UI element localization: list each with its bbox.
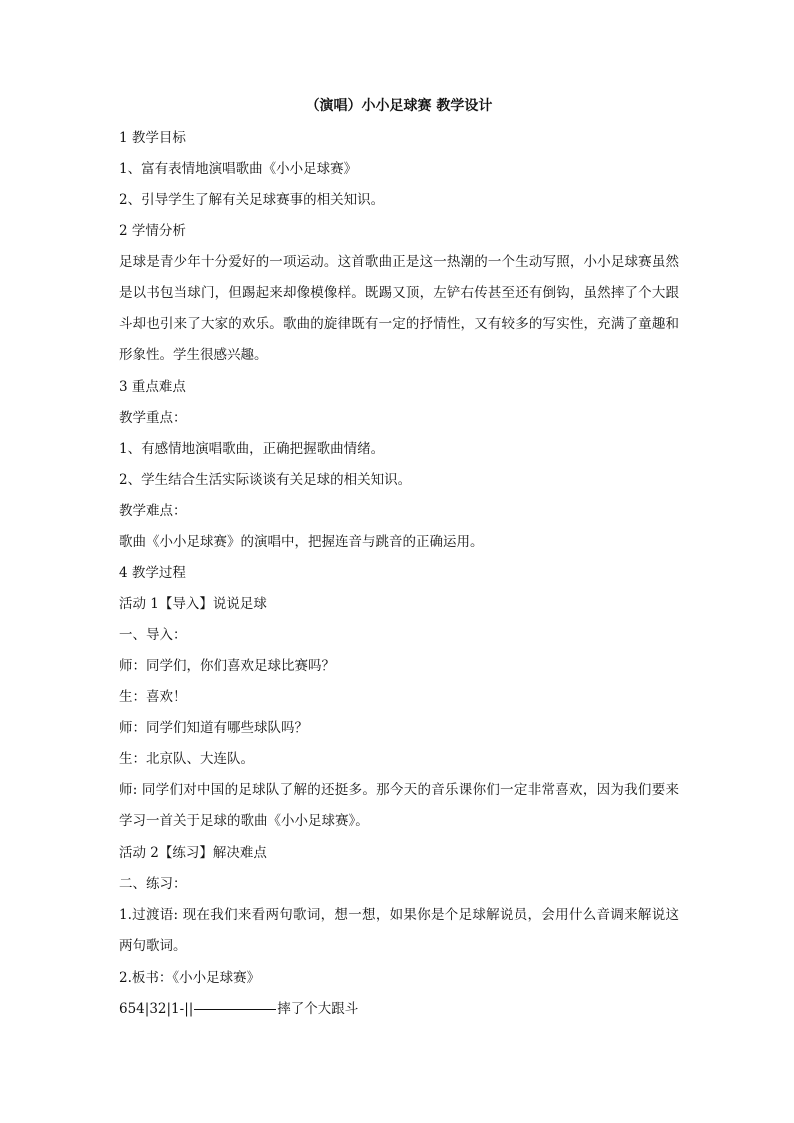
section-heading-key-points: 3 重点难点 — [119, 379, 186, 395]
notation-rule — [194, 1009, 276, 1010]
teacher-paragraph: 师: 同学们对中国的足球队了解的还挺多。那今天的音乐课你们一定非常喜欢，因为我们要来学习一首关于足球的歌曲《小小足球赛》。 — [119, 782, 679, 829]
section-heading-process: 4 教学过程 — [119, 565, 186, 581]
dialogue-line-3: 师：同学们知道有哪些球队吗？ — [119, 720, 308, 736]
document-page — [119, 96, 679, 1019]
activity-2-heading: 活动 2【练习】解决难点 — [119, 845, 267, 861]
board-writing: 2.板书：《小小足球赛》 — [119, 970, 261, 986]
dialogue-line-4: 生：北京队、大连队。 — [119, 751, 254, 767]
objective-item-2: 2、引导学生了解有关足球赛事的相关知识。 — [119, 192, 385, 208]
document-title: （演唱）小小足球赛 教学设计 — [305, 98, 493, 114]
notation-lyric: 摔了个大跟斗 — [277, 1001, 359, 1017]
music-notation-line — [119, 999, 679, 1019]
difficulty-item: 歌曲《小小足球赛》的演唱中，把握连音与跳音的正确运用。 — [119, 534, 484, 550]
key-point-item-1: 1、有感情地演唱歌曲，正确把握歌曲情绪。 — [119, 441, 385, 457]
section-heading-analysis: 2 学情分析 — [119, 223, 186, 239]
notation-numbers: 654|32|1-|| — [119, 1001, 194, 1017]
difficulty-label: 教学难点： — [119, 503, 187, 519]
transition-paragraph: 1.过渡语: 现在我们来看两句歌词，想一想，如果你是个足球解说员，会用什么音调来解说这两句歌词。 — [119, 907, 679, 954]
key-points-label: 教学重点： — [119, 410, 187, 426]
objective-item-1: 1、富有表情地演唱歌曲《小小足球赛》 — [119, 161, 358, 177]
analysis-paragraph: 足球是青少年十分爱好的一项运动。这首歌曲正是这一热潮的一个生动写照，小小足球赛虽然是以书包当球门，但踢起来却像模像样。既踢又顶，左铲右传甚至还有倒钩，虽然摔了个大跟斗却也引来了大家的欢乐。歌曲的旋律既有一定的抒情性，又有较多的写实性，充满了童趣和形象性。学生很感兴趣。 — [119, 254, 679, 363]
section-heading-objectives: 1 教学目标 — [119, 130, 186, 146]
dialogue-line-1: 师：同学们，你们喜欢足球比赛吗？ — [119, 658, 335, 674]
intro-label: 一、导入： — [119, 627, 187, 643]
dialogue-line-2: 生：喜欢！ — [119, 689, 187, 705]
key-point-item-2: 2、学生结合生活实际谈谈有关足球的相关知识。 — [119, 472, 412, 488]
activity-1-heading: 活动 1【导入】说说足球 — [119, 596, 267, 612]
practice-label: 二、练习： — [119, 876, 187, 892]
